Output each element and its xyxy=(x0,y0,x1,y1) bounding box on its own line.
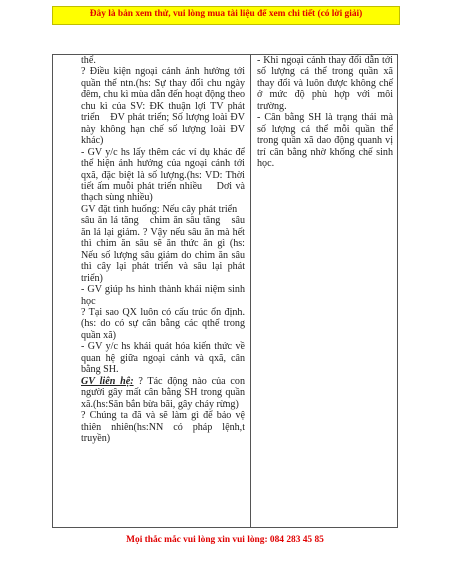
left-paragraph: ? Chúng ta đã và sẽ làm gì để bảo vệ thiên nhiên(hs:NN có pháp lệnh,t truyền) xyxy=(81,398,245,433)
lead-label: GV liên hệ: xyxy=(81,364,134,376)
left-paragraph: ? Tại sao QX luôn có cấu trúc ổn định.(hs: do có sự cân bằng các qthể trong quần xã) xyxy=(81,295,245,330)
lead-rest: ? Tác động nào của con người gây mất cân bằng SH trong quần xã.(hs:Săn bắn bừa bãi, gây cháy rừng) xyxy=(81,364,245,399)
left-paragraph: - GV y/c hs lấy thêm các ví dụ khác để thể hiện ảnh hưởng của ngoại cảnh tới qxã, đặc biệt là số lượng.(hs: VD: Thời tiết ấm muỗi phát triển nhiều Dơi và thạch sùng nhiều) xyxy=(81,146,245,204)
teacher-activity-column xyxy=(81,55,245,444)
content-column xyxy=(257,55,393,170)
left-paragraph: - GV giúp hs hình thành khái niệm sinh học xyxy=(81,272,245,296)
lesson-table xyxy=(52,54,398,528)
left-paragraph-lead xyxy=(81,364,245,410)
preview-banner xyxy=(52,6,400,25)
left-paragraph: - GV y/c hs khái quát hóa kiến thức về quan hệ giữa ngoại cảnh và qxã, cân bằng SH. xyxy=(81,329,245,364)
contact-footer: Mọi thắc mắc vui lòng xin vui lòng: 084 283 45 85 xyxy=(126,535,324,545)
left-paragraph: thể. xyxy=(81,55,96,66)
left-paragraph: ? Điều kiện ngoại cảnh ảnh hưởng tới quần thể ntn.(hs: Sự thay đổi chu ngày đêm, chu kì mùa dẫn đến hoạt động theo chu kì của SV: ĐK thuận lợi TV phát triển ĐV phát triển; Số lượng loài ĐV này không hạn chế số lượng loài ĐV khác) xyxy=(81,66,245,147)
right-paragraph: - Cân bằng SH là trạng thái mà số lượng cá thể mỗi quần thể trong quần xã dao động quanh vị trí cân bằng nhờ khống chế sinh học. xyxy=(257,112,393,170)
preview-banner-text: Đây là bản xem thử, vui lòng mua tài liệu để xem chi tiết (có lời giải) xyxy=(89,9,363,19)
column-divider xyxy=(250,55,251,527)
left-paragraph: GV đặt tình huống: Nếu cây phát triển sâu ăn lá tăng chim ăn sâu tăng sâu ăn lá lại giảm. ? Vậy nếu sâu ăn mà hết thì chim ăn sâu sẽ ăn thức ăn gì (hs: Nếu số lượng sâu giảm do chim ăn sâu thì cây lại phát triển và sâu lại phát triển) xyxy=(81,203,245,273)
right-paragraph: - Khi ngoại cảnh thay đổi dẫn tới số lượng cá thể trong quần xã thay đổi và luôn được không chế ở mức độ phù hợp với môi trường. xyxy=(257,55,393,112)
